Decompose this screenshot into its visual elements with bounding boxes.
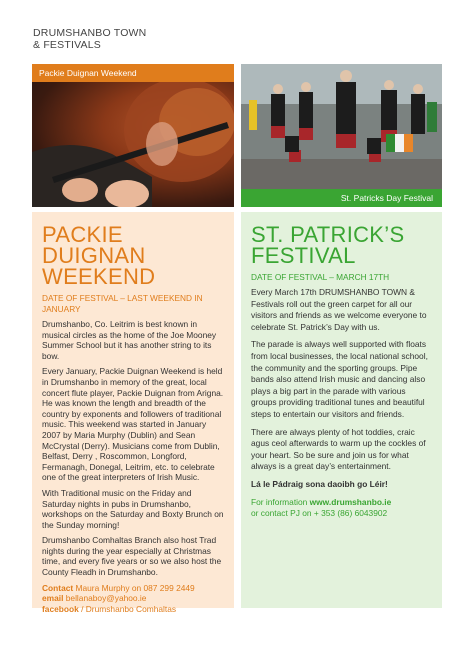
website-link[interactable]: www.drumshanbo.ie <box>309 496 392 507</box>
packie-festival-date: DATE OF FESTIVAL – LAST WEEKEND IN JANUARY <box>42 293 203 314</box>
packie-duignan-photo-block <box>32 64 234 207</box>
packie-duignan-title <box>42 224 224 287</box>
packie-paragraph-1: Drumshanbo, Co. Leitrim is best known in musical circles as the home of the Joe Mooney Summer School but it has another string to its bow. <box>42 319 217 361</box>
packie-duignan-caption: Packie Duignan Weekend <box>32 64 234 82</box>
info-line-1 <box>251 497 432 509</box>
st-patricks-panel <box>241 212 442 608</box>
contact-label: Contact <box>42 582 74 593</box>
packie-title-line-1: PACKIE DUIGNAN <box>42 222 146 268</box>
facebook-line <box>42 604 224 615</box>
patricks-paragraph-2: The parade is always well supported with floats from local businesses, the local national school, the community and the sporting groups. Pipe bands also attend Irish music and dancing also plays a big part in the parade with various groups providing traditional tunes and beautiful steps to entertain our visitors and friends. <box>251 339 428 419</box>
parade-illustration <box>241 64 442 189</box>
flute-player-photo <box>32 82 234 207</box>
contact-line <box>42 583 224 594</box>
patricks-info-block <box>251 497 432 520</box>
packie-paragraph-2: Every January, Packie Duignan Weekend is held in Drumshanbo in memory of the great, local concert flute player, Packie Duignan from Arigna. He was known the length and breadth of the country by exponents and followers of traditional music. This weekend was started in January 2007 by Maria Murphy (Dublin) and Sean McCrystal (Derry). Musicians come from Dublin, Belfast, Derry , Roscommon, Longford, Fermanagh, Donegal, Leitrim, etc. to celebrate one of the great interpreters of Irish Music. <box>42 366 224 483</box>
patricks-festival-date: DATE OF FESTIVAL – MARCH 17TH <box>251 272 390 282</box>
patricks-greeting: Lá le Pádraig sona daoibh go Léir! <box>251 478 388 489</box>
email-label: email <box>42 593 64 604</box>
st-patricks-title <box>251 224 432 266</box>
header-line-1: DRUMSHANBO TOWN <box>33 27 147 39</box>
st-patricks-caption: St. Patricks Day Festival <box>241 189 442 207</box>
flute-player-illustration <box>32 82 234 207</box>
info-prefix: For information <box>251 496 308 507</box>
facebook-label: facebook <box>42 603 79 614</box>
contact-value: Maura Murphy on 087 299 2449 <box>75 582 195 593</box>
st-patricks-photo-block <box>241 64 442 207</box>
facebook-link[interactable]: / Drumshanbo Comhaltas <box>81 603 177 614</box>
patricks-title-line-2: FESTIVAL <box>251 243 356 268</box>
email-link[interactable]: bellanaboy@yahoo.ie <box>65 593 147 604</box>
parade-photo <box>241 64 442 189</box>
packie-paragraph-3: With Traditional music on the Friday and Saturday nights in pubs in Drumshanbo, workshops on the Saturday and Boxty Brunch on the Sunday morning! <box>42 487 224 530</box>
info-line-2: or contact PJ on + 353 (86) 6043902 <box>251 508 388 519</box>
patricks-paragraph-3: There are always plenty of hot toddies, craic agus ceol afterwards to warm up the cockles of your heart. So be sure and join us for what always is a great day’s entertainment. <box>251 426 426 472</box>
packie-paragraph-4: Drumshanbo Comhaltas Branch also host Trad nights during the year especially at Christmas time, and every five years or so we also host the County Fleadh in Drumshanbo. <box>42 535 222 578</box>
patricks-title-line-1: ST. PATRICK’S <box>251 222 405 247</box>
header-line-2: & FESTIVALS <box>33 39 101 51</box>
packie-title-line-2: WEEKEND <box>42 264 156 289</box>
site-header <box>33 27 146 51</box>
patricks-paragraph-1: Every March 17th DRUMSHANBO TOWN & Festivals roll out the green carpet for all our visitors and friends as we welcome everyone to celebrate St. Patrick’s Day with us. <box>251 287 427 332</box>
packie-duignan-panel <box>32 212 234 614</box>
packie-contact-block <box>42 583 224 615</box>
email-line <box>42 593 224 604</box>
